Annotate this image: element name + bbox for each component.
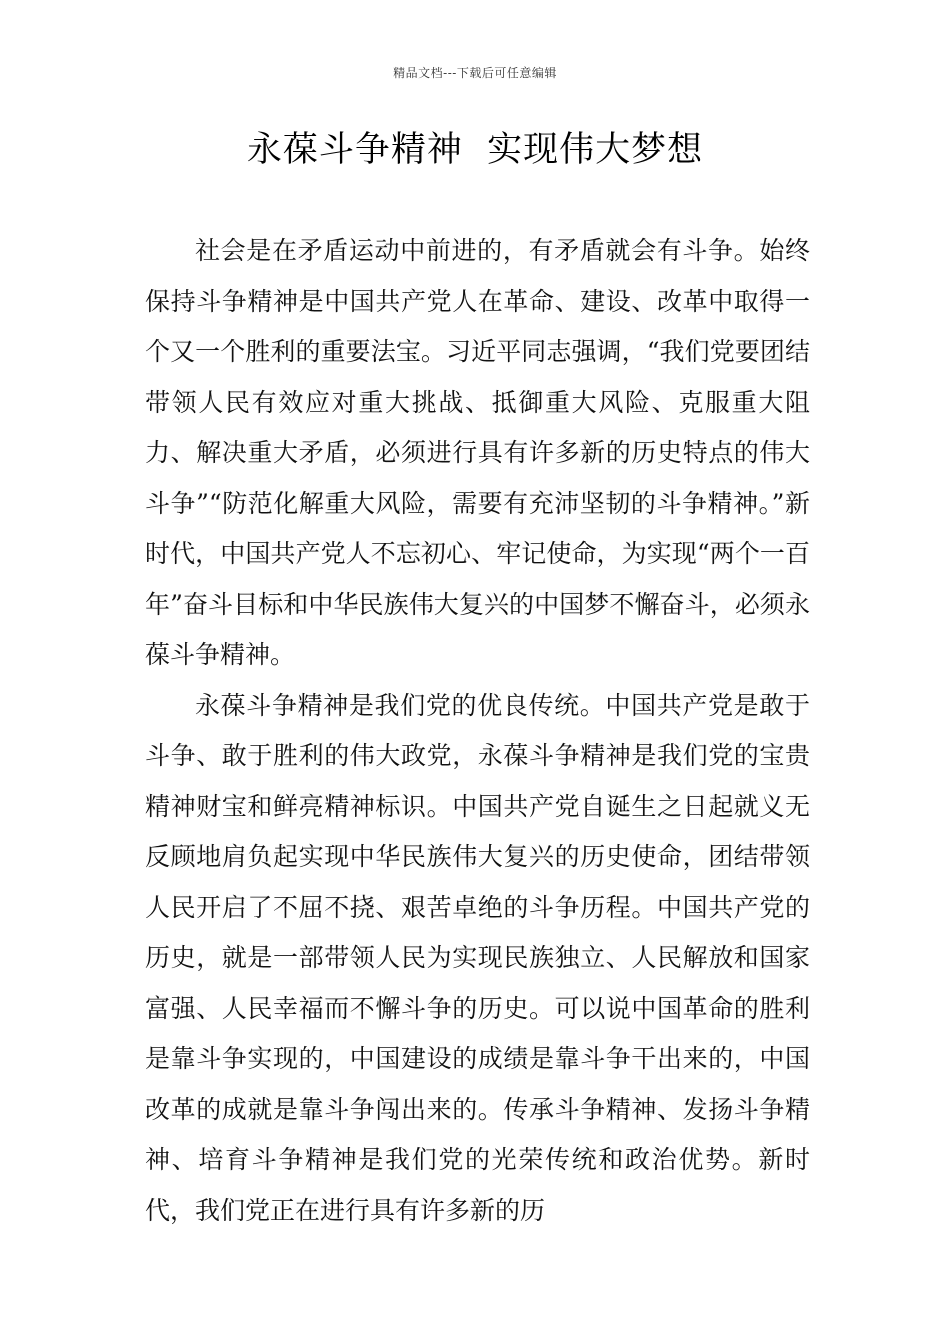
body-paragraph: 社会是在矛盾运动中前进的，有矛盾就会有斗争。始终保持斗争精神是中国共产党人在革命、建设、改革中取得一个又一个胜利的重要法宝。习近平同志强调，“我们党要团结带领人民有效应对重大挑战、抵御重大风险、克服重大阻力、解决重大矛盾，必须进行具有许多新的历史特点的伟大斗争”“防范化解重大风险，需要有充沛坚韧的斗争精神。”新时代，中国共产党人不忘初心、牢记使命，为实现“两个一百年”奋斗目标和中华民族伟大复兴的中国梦不懈奋斗，必须永葆斗争精神。 [145,236,810,669]
body-paragraph: 永葆斗争精神是我们党的优良传统。中国共产党是敢于斗争、敢于胜利的伟大政党，永葆斗争精神是我们党的宝贵精神财宝和鲜亮精神标识。中国共产党自诞生之日起就义无反顾地肩负起实现中华民族伟大复兴的历史使命，团结带领人民开启了不屈不挠、艰苦卓绝的斗争历程。中国共产党的历史，就是一部带领人民为实现民族独立、人民解放和国家富强、人民幸福而不懈斗争的历史。可以说中国革命的胜利是靠斗争实现的，中国建设的成绩是靠斗争干出来的，中国改革的成就是靠斗争闯出来的。传承斗争精神、发扬斗争精神、培育斗争精神是我们党的光荣传统和政治优势。新时代，我们党正在进行具有许多新的历 [145,690,810,1225]
document-title: 永葆斗争精神 实现伟大梦想 [246,130,704,170]
header-note: 精品文档---下载后可任意编辑 [393,66,557,80]
document-body [145,226,810,1236]
